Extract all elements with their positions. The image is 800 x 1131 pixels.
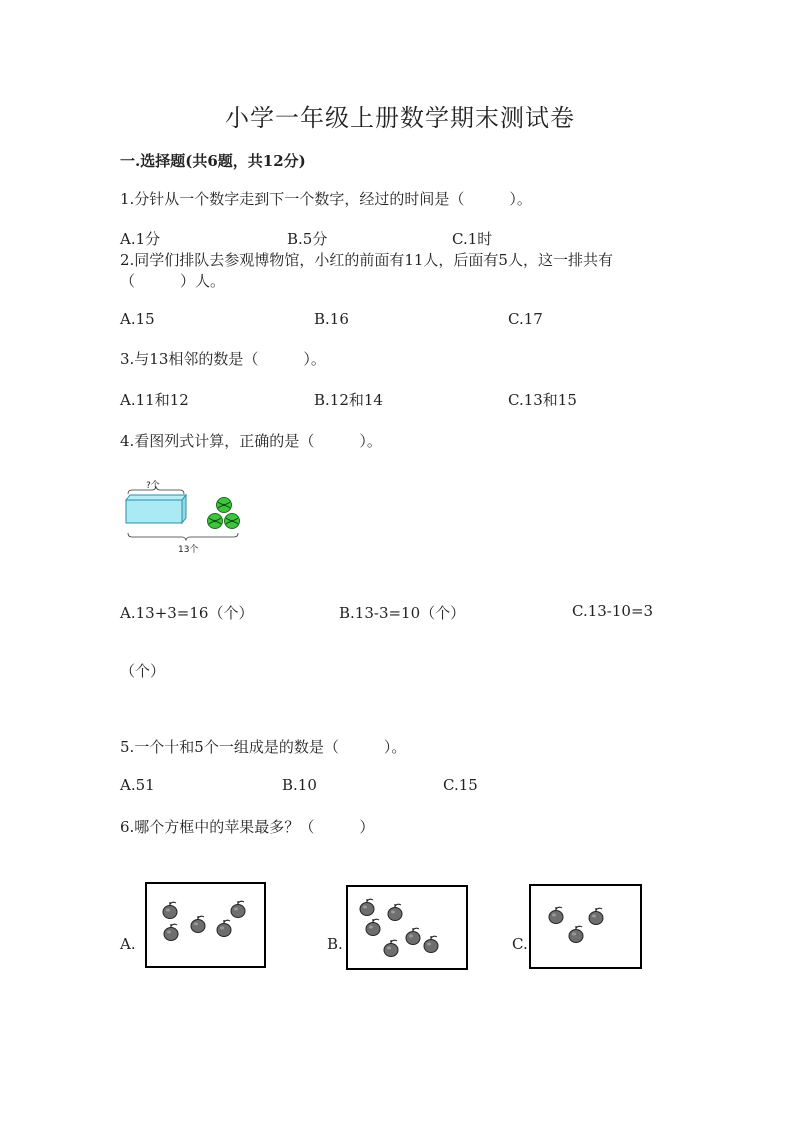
apple-box-c <box>530 885 641 968</box>
question-2-option-a: A.15 <box>120 310 155 328</box>
apple-icon <box>406 928 420 945</box>
question-1-stem: 1.分针从一个数字走到下一个数字，经过的时间是（ ）。 <box>120 190 532 208</box>
question-2-option-b: B.16 <box>314 310 349 328</box>
question-2-stem: 2.同学们排队去参观博物馆，小红的前面有11人，后面有5人，这一排共有 <box>120 251 613 269</box>
question-2-stem-continued: （ ）人。 <box>120 272 226 290</box>
apple-icon <box>569 926 583 943</box>
question-2-option-c: C.17 <box>508 310 543 328</box>
question-3-stem: 3.与13相邻的数是（ ）。 <box>120 350 326 368</box>
question-6-option-b: B. <box>327 935 343 953</box>
question-5-option-a: A.51 <box>120 776 155 794</box>
apple-icon <box>589 908 603 925</box>
question-4-option-a: A.13+3=16（个） <box>120 604 254 622</box>
question-5-stem: 5.一个十和5个一组成是的数是（ ）。 <box>120 738 407 756</box>
apple-icon <box>164 924 178 941</box>
apple-icon <box>163 902 177 919</box>
apple-icon <box>191 916 205 933</box>
question-5-option-b: B.10 <box>282 776 317 794</box>
question-4-option-c-wrap: （个） <box>120 662 166 680</box>
question-5-option-c: C.15 <box>443 776 478 794</box>
apple-icon <box>384 940 398 957</box>
apple-icon <box>388 904 402 921</box>
apple-icon <box>231 901 245 918</box>
apple-icon <box>424 936 438 953</box>
section-heading: 一.选择题(共6题，共12分) <box>120 152 306 170</box>
question-1-option-b: B.5分 <box>287 230 328 248</box>
figure-top-label: ?个 <box>146 481 160 491</box>
page-title: 小学一年级上册数学期末测试卷 <box>225 104 575 132</box>
apple-box-b <box>347 886 467 969</box>
question-1-option-c: C.1时 <box>452 230 493 248</box>
figure-bottom-label: 13个 <box>178 545 199 555</box>
question-3-option-c: C.13和15 <box>508 391 577 409</box>
question-6-option-c: C. <box>512 935 528 953</box>
question-4-stem: 4.看图列式计算，正确的是（ ）。 <box>120 432 382 450</box>
question-3-option-b: B.12和14 <box>314 391 383 409</box>
question-1-option-a: A.1分 <box>120 230 161 248</box>
question-4-option-b: B.13-3=10（个） <box>339 604 466 622</box>
apple-icon <box>360 899 374 916</box>
question-4-option-c: C.13-10=3 <box>572 602 654 620</box>
question-3-option-a: A.11和12 <box>120 391 189 409</box>
question-6-option-a: A. <box>120 935 136 953</box>
apple-icon <box>366 919 380 936</box>
apple-icon <box>217 920 231 937</box>
question-6-stem: 6.哪个方框中的苹果最多？（ ） <box>120 818 375 836</box>
apple-icon <box>549 907 563 924</box>
apple-box-a <box>146 883 265 967</box>
